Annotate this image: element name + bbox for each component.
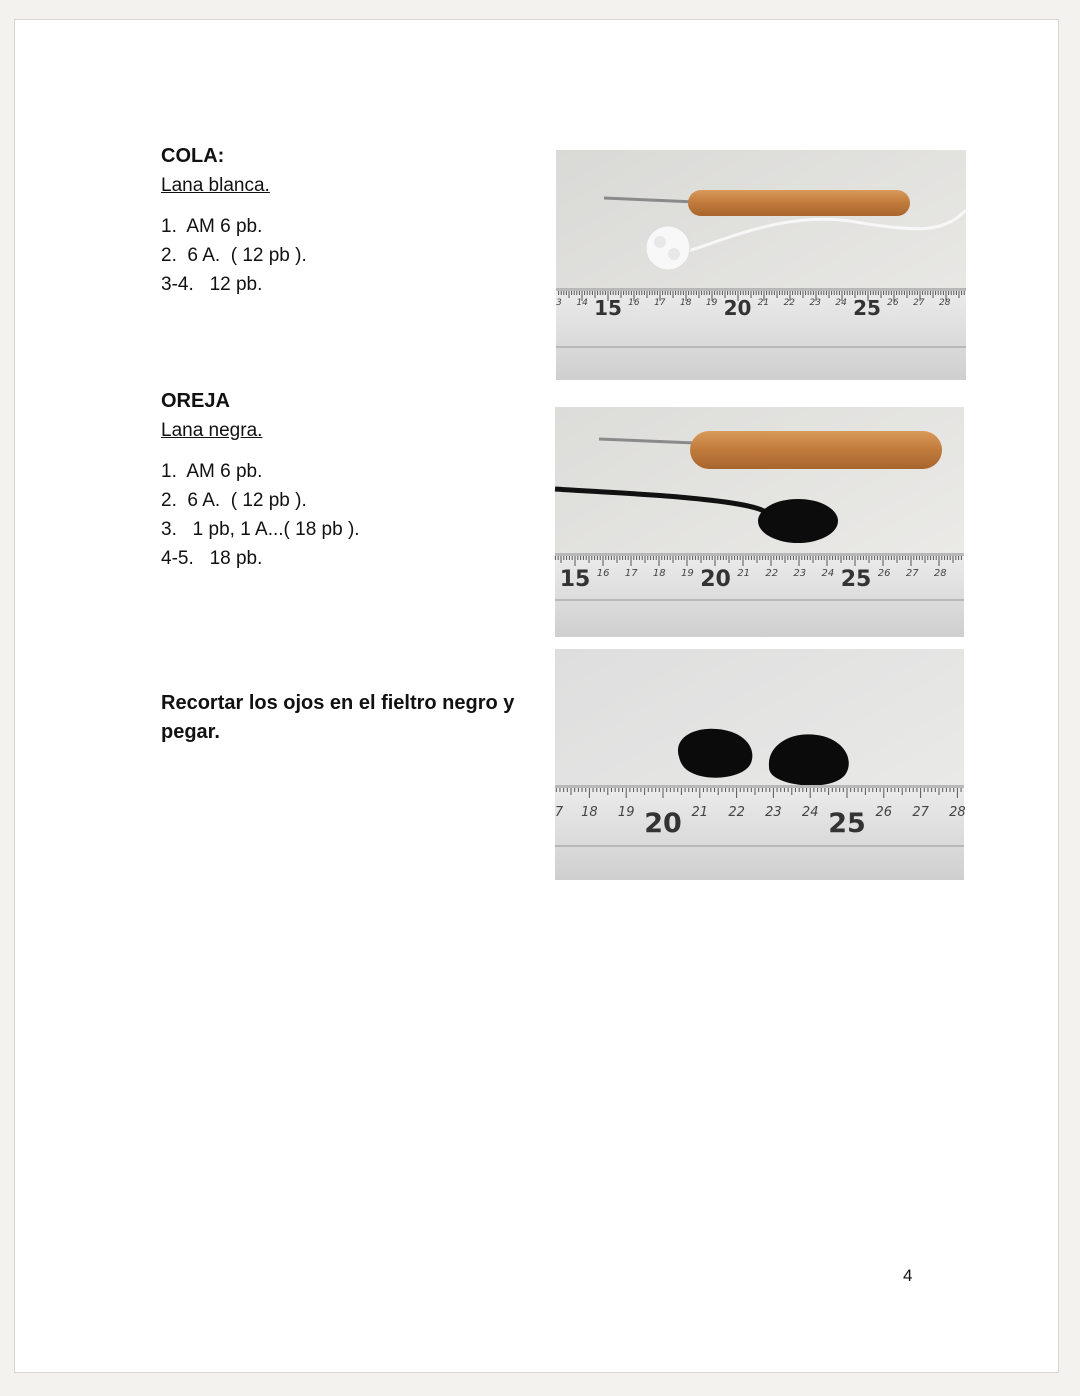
ruler-label: 25	[853, 296, 881, 320]
ruler-label: 20	[700, 567, 731, 592]
cola-step: 3-4. 12 pb.	[161, 274, 263, 295]
white-yarn-ball-icon	[646, 226, 690, 270]
cola-step: 2. 6 A. ( 12 pb ).	[161, 245, 307, 266]
ruler-label: 26	[875, 805, 893, 820]
cola-yarn: Lana blanca.	[161, 175, 270, 196]
ruler-label: 21	[691, 805, 709, 820]
photo-tail-svg	[556, 150, 966, 380]
ruler-label: 28	[933, 568, 947, 579]
ruler-label: 17	[654, 298, 666, 308]
ruler-label: 25	[840, 567, 872, 592]
black-ear-piece-icon	[758, 499, 838, 543]
page-number: 4	[903, 1266, 913, 1285]
ruler-label: 26	[877, 568, 891, 579]
photo-ear-svg	[555, 407, 964, 637]
ruler-label: 3	[556, 298, 562, 308]
photo-eyes-svg	[555, 649, 964, 880]
ruler-label: 24	[835, 298, 847, 308]
hook-handle-icon	[690, 431, 942, 469]
ruler-label: 21	[737, 568, 750, 579]
ojos-note: Recortar los ojos en el fieltro negro y pegar.	[161, 692, 515, 743]
ruler-icon	[555, 553, 964, 637]
ruler-label: 21	[757, 298, 770, 308]
ruler-icon	[555, 785, 964, 880]
ruler-label: 19	[681, 568, 694, 579]
document-page	[14, 19, 1059, 1373]
ruler-label: 23	[765, 805, 782, 820]
ruler-label: 19	[705, 298, 718, 308]
photo-ear-piece	[555, 407, 964, 637]
ruler-label: 7	[554, 805, 564, 820]
oreja-step: 1. AM 6 pb.	[161, 461, 263, 482]
oreja-step: 2. 6 A. ( 12 pb ).	[161, 490, 307, 511]
ruler-label: 28	[949, 805, 966, 820]
ruler-label: 26	[887, 298, 899, 308]
oreja-heading: OREJA	[161, 390, 230, 412]
oreja-yarn: Lana negra.	[161, 420, 263, 441]
ruler-label: 20	[644, 808, 682, 839]
photo-eyes	[555, 649, 964, 880]
hook-handle-icon	[688, 190, 910, 216]
ruler-label: 15	[559, 567, 591, 592]
cola-heading: COLA:	[161, 145, 225, 167]
ruler-label: 27	[913, 298, 925, 308]
ruler-label: 23	[809, 298, 821, 308]
ruler-label: 18	[652, 568, 666, 579]
oreja-section	[161, 389, 360, 573]
ruler-label: 18	[581, 805, 598, 820]
ojos-section	[161, 689, 541, 747]
oreja-step: 4-5. 18 pb.	[161, 548, 263, 569]
ruler-label: 23	[793, 568, 807, 579]
ruler-label: 24	[821, 568, 835, 579]
ruler-label: 22	[783, 298, 796, 308]
ruler-label: 15	[594, 296, 622, 320]
ruler-label: 22	[765, 568, 779, 579]
oreja-steps	[161, 457, 360, 573]
oreja-step: 3. 1 pb, 1 A...( 18 pb ).	[161, 519, 360, 540]
ruler-label: 19	[617, 805, 635, 820]
photo-tail-piece	[556, 150, 966, 380]
ruler-label: 28	[938, 298, 951, 308]
ruler-label: 25	[828, 808, 866, 839]
ruler-label: 24	[801, 805, 819, 820]
cola-steps	[161, 212, 307, 299]
ruler-label: 17	[624, 568, 638, 579]
cola-section	[161, 144, 307, 299]
ruler-label: 16	[628, 298, 640, 308]
ruler-label: 27	[905, 568, 919, 579]
ruler-label: 16	[596, 568, 610, 579]
cola-step: 1. AM 6 pb.	[161, 216, 263, 237]
ruler-label: 14	[576, 298, 588, 308]
ruler-label: 18	[679, 298, 692, 308]
ruler-label: 20	[723, 296, 752, 320]
ruler-label: 22	[728, 805, 745, 820]
ruler-label: 27	[912, 805, 929, 820]
